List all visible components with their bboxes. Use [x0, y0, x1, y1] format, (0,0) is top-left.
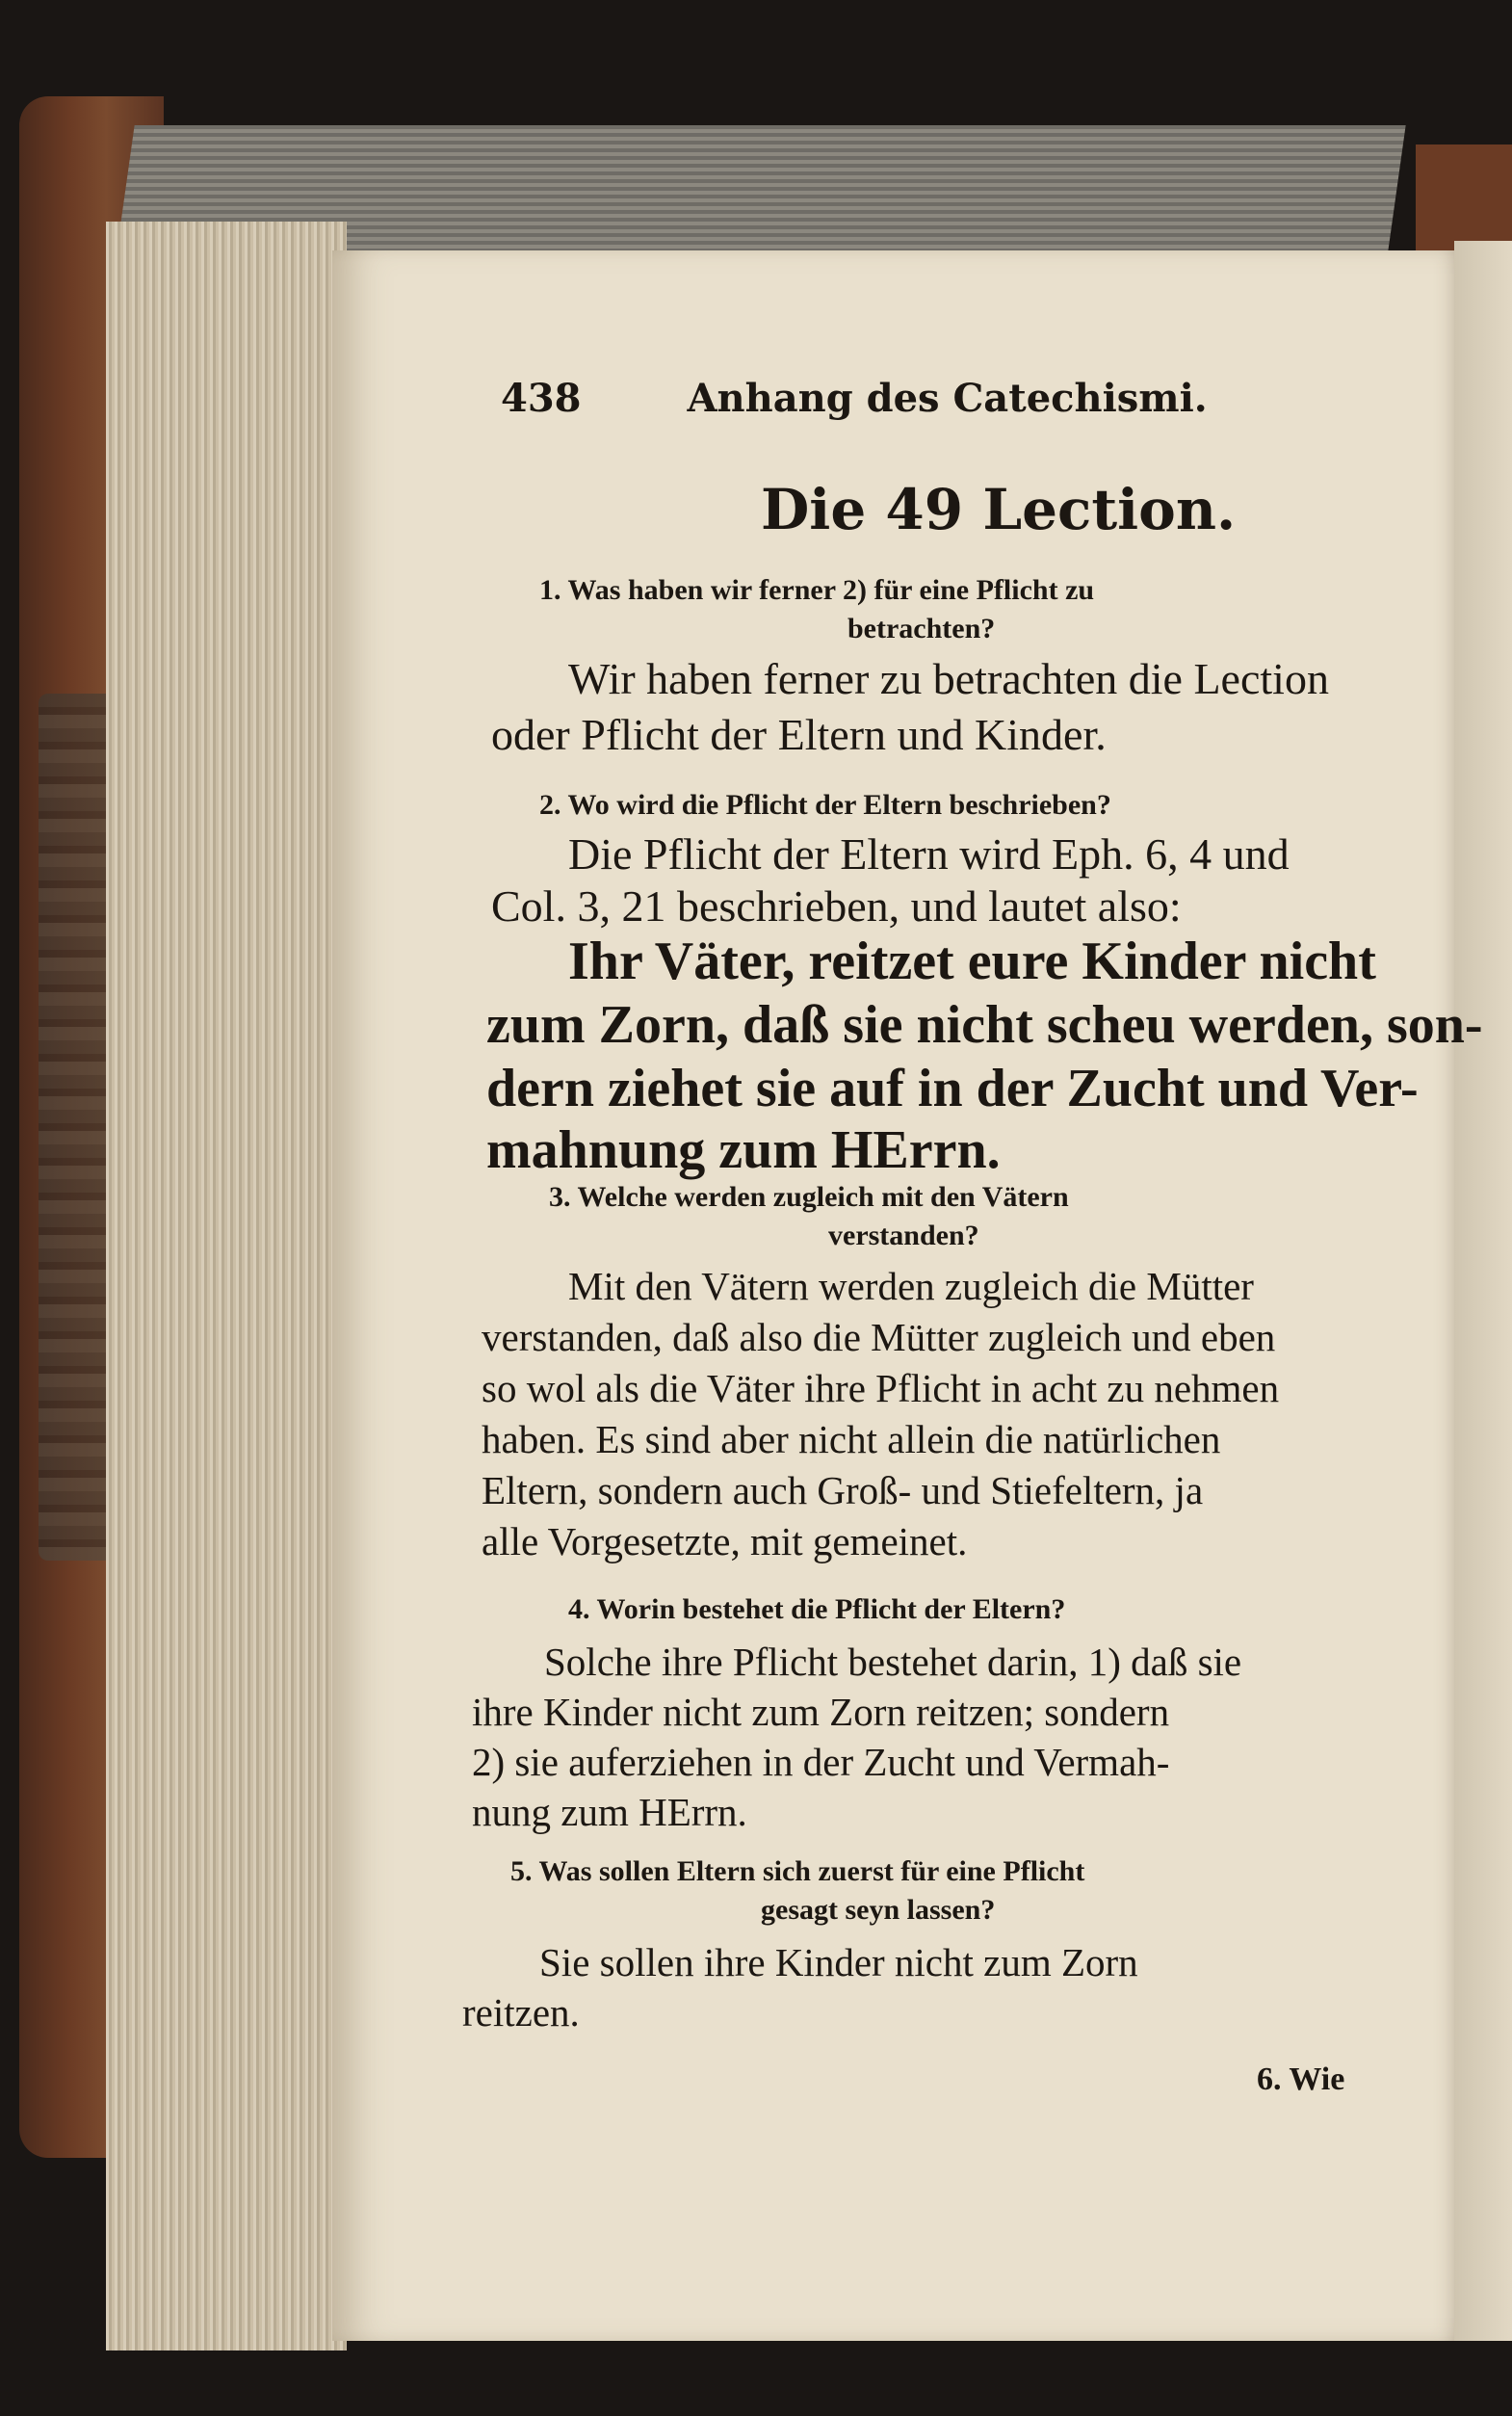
lesson-title: Die 49 Lection. [761, 477, 1237, 542]
answer-4-line-2: ihre Kinder nicht zum Zorn reitzen; sondern [472, 1690, 1170, 1734]
answer-3-line-2: verstanden, daß also die Mütter zugleich und eben [482, 1315, 1276, 1359]
running-title: Anhang des Catechismi. [687, 376, 1208, 421]
answer-5-line-2: reitzen. [462, 1990, 580, 2035]
answer-1-line-1: Wir haben ferner zu betrachten die Lection [568, 654, 1329, 703]
cover-marbling [39, 694, 116, 1561]
question-5-line-2: gesagt seyn lassen? [761, 1894, 996, 1926]
answer-3-line-6: alle Vorgesetzte, mit gemeinet. [482, 1519, 968, 1563]
answer-1-line-2: oder Pflicht der Eltern und Kinder. [491, 710, 1107, 759]
page-number: 438 [501, 376, 582, 421]
running-head [501, 376, 1208, 421]
scripture-line-4: mahnung zum HErrn. [486, 1120, 1001, 1180]
answer-2-line-1: Die Pflicht der Eltern wird Eph. 6, 4 und [568, 829, 1290, 879]
book-cover-right [1416, 144, 1512, 250]
answer-2-line-2: Col. 3, 21 beschrieben, und lautet also: [491, 881, 1182, 931]
answer-4-line-4: nung zum HErrn. [472, 1790, 747, 1834]
page-edges [106, 222, 347, 2350]
question-4-line-1: 4. Worin bestehet die Pflicht der Eltern? [568, 1593, 1066, 1625]
facing-page-edge [1454, 241, 1512, 2341]
scripture-line-3: dern ziehet sie auf in der Zucht und Ver- [486, 1059, 1419, 1118]
question-2-line-1: 2. Wo wird die Pflicht der Eltern beschrieben? [539, 789, 1111, 821]
scripture-line-1: Ihr Väter, reitzet eure Kinder nicht [568, 932, 1376, 991]
catchword: 6. Wie [1257, 2061, 1345, 2097]
answer-5-line-1: Sie sollen ihre Kinder nicht zum Zorn [539, 1940, 1138, 1984]
question-1-line-1: 1. Was haben wir ferner 2) für eine Pflicht zu [539, 574, 1095, 606]
question-5-line-1: 5. Was sollen Eltern sich zuerst für eine Pflicht [510, 1855, 1085, 1887]
answer-3-line-4: haben. Es sind aber nicht allein die natürlichen [482, 1417, 1221, 1461]
answer-4-line-3: 2) sie auferziehen in der Zucht und Vermah- [472, 1740, 1170, 1784]
answer-4-line-1: Solche ihre Pflicht bestehet darin, 1) daß sie [544, 1640, 1242, 1684]
question-3-line-1: 3. Welche werden zugleich mit den Vätern [549, 1181, 1069, 1213]
answer-3-line-1: Mit den Vätern werden zugleich die Mütter [568, 1264, 1254, 1308]
question-1-line-2: betrachten? [847, 613, 996, 644]
scripture-line-2: zum Zorn, daß sie nicht scheu werden, son- [486, 995, 1483, 1055]
question-3-line-2: verstanden? [828, 1220, 979, 1251]
answer-3-line-5: Eltern, sondern auch Groß- und Stiefeltern, ja [482, 1468, 1204, 1512]
answer-3-line-3: so wol als die Väter ihre Pflicht in acht zu nehmen [482, 1366, 1280, 1410]
